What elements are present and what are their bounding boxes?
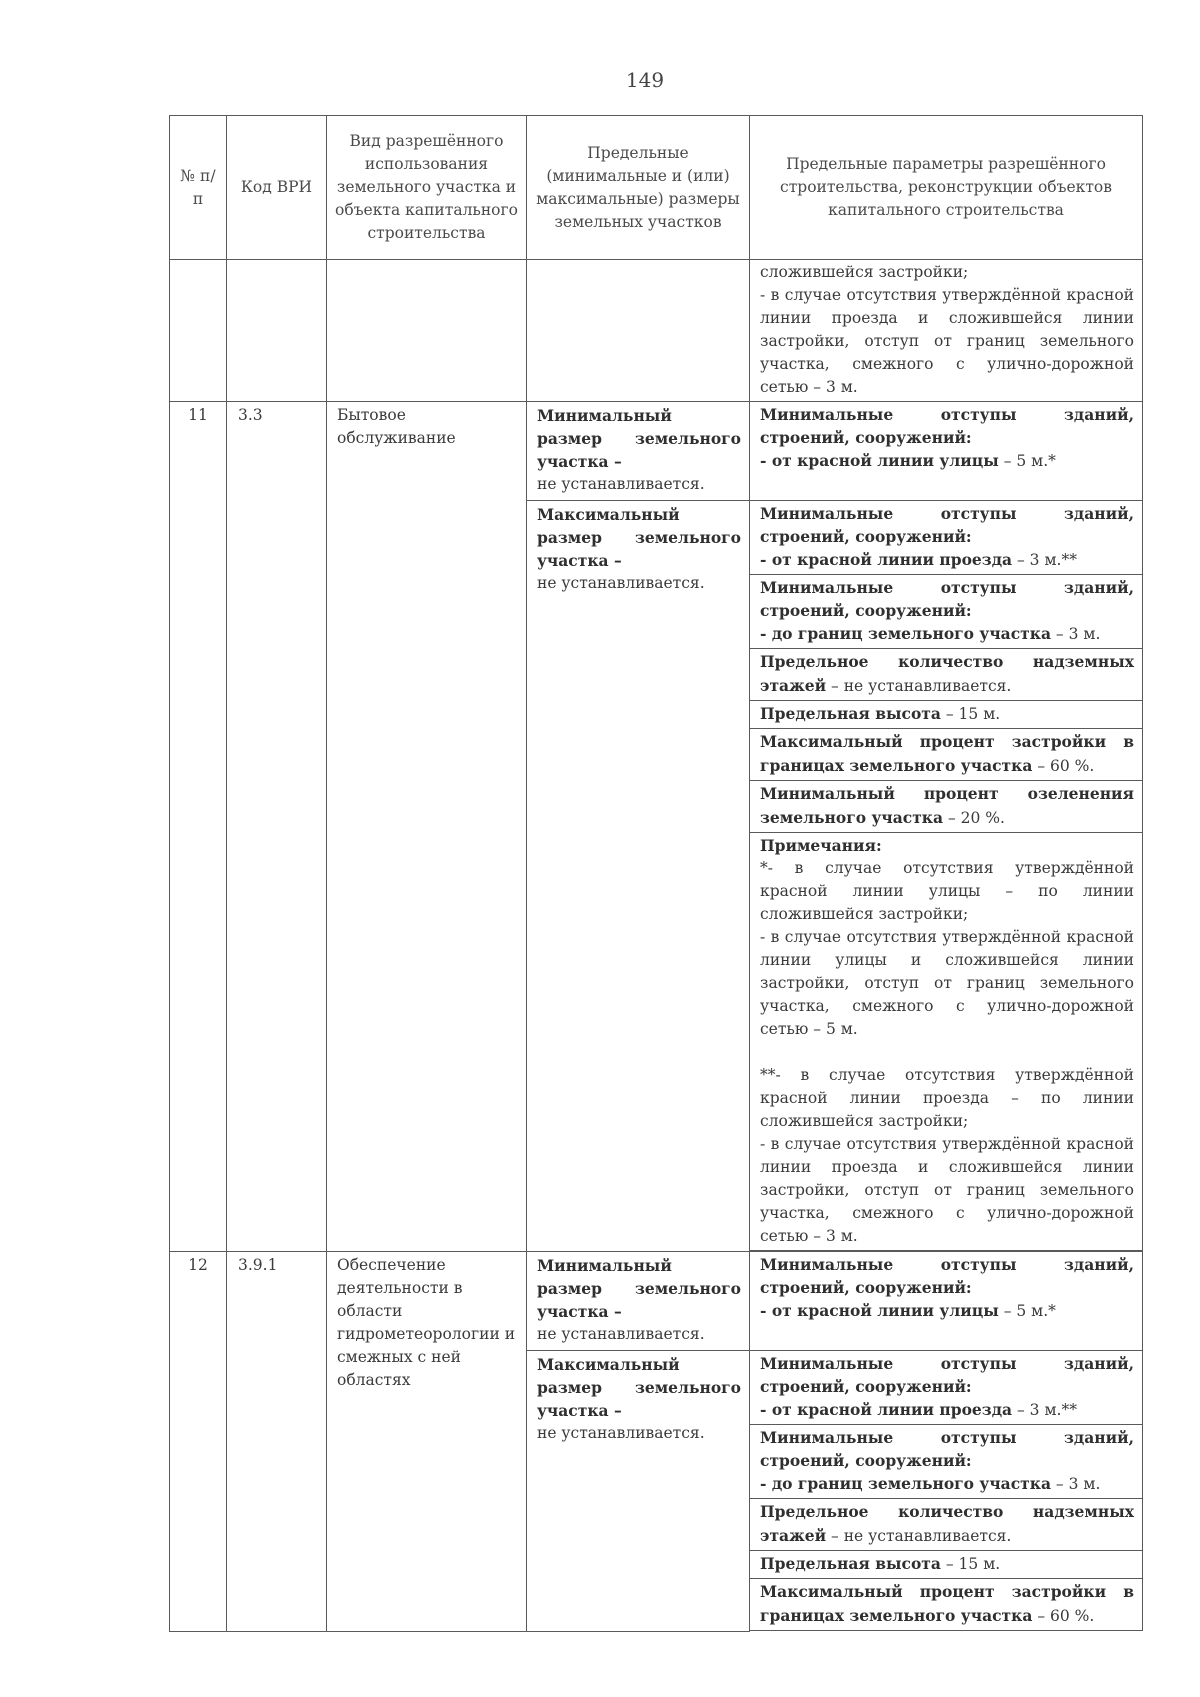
param-value: – 60 %. xyxy=(1032,757,1095,775)
param-cell xyxy=(750,781,1143,833)
table-row xyxy=(170,402,1143,501)
param-label-sub: - от красной линии улицы xyxy=(760,451,999,470)
note-text: **- в случае отсутствия утверждённой красной линии проезда – по линии сложившейся застройки; xyxy=(760,1066,1134,1130)
row-number: 12 xyxy=(170,1252,227,1632)
param-value: – 3 м.** xyxy=(1012,1401,1077,1419)
header-params: Предельные параметры разрешённого строительства, реконструкции объектов капитального строительства xyxy=(750,116,1143,260)
row-code: 3.3 xyxy=(227,402,327,1252)
param-value: – 15 м. xyxy=(940,1555,1001,1573)
note-text: - в случае отсутствия утверждённой красной линии улицы и сложившейся линии застройки, отступ от границ земельного участка, смежного с улично-дорожной сетью – 5 м. xyxy=(760,928,1134,1038)
param-label: Минимальные отступы зданий, строений, сооружений: xyxy=(760,504,1134,546)
param-label: Максимальный процент застройки в границах земельного участка xyxy=(760,732,1134,775)
param-cell xyxy=(750,575,1143,649)
param-label: Минимальные отступы зданий, строений, сооружений: xyxy=(760,405,1134,447)
header-size: Предельные (минимальные и (или) максимальные) размеры земельных участков xyxy=(527,116,750,260)
param-label-sub: - до границ земельного участка xyxy=(760,624,1051,643)
table-row xyxy=(170,1252,1143,1351)
param-cell xyxy=(750,729,1143,781)
param-label: Минимальные отступы зданий, строений, сооружений: xyxy=(760,1428,1134,1470)
min-size-label: Минимальный размер земельного участка – xyxy=(537,1256,741,1321)
note-text: - в случае отсутствия утверждённой красной линии проезда и сложившейся линии застройки, отступ от границ земельного участка, смежного с улично-дорожной сетью – 3 м. xyxy=(760,1135,1134,1245)
param-value: – 3 м. xyxy=(1051,625,1101,643)
param-value: – 20 %. xyxy=(943,809,1005,827)
param-value: – 5 м.* xyxy=(998,452,1056,470)
row-kind: Бытовое обслуживание xyxy=(327,402,527,1252)
param-label: Минимальные отступы зданий, строений, сооружений: xyxy=(760,578,1134,620)
param-cell xyxy=(750,501,1143,575)
note-text: *- в случае отсутствия утверждённой красной линии улицы – по линии сложившейся застройки; xyxy=(760,859,1134,923)
param-label: Минимальный процент озеленения земельного участка xyxy=(760,784,1134,827)
param-cell xyxy=(750,649,1143,701)
param-cell xyxy=(750,1499,1143,1551)
param-label-sub: - от красной линии проезда xyxy=(760,550,1013,569)
min-size-cell xyxy=(527,1252,750,1351)
param-value: – не устанавливается. xyxy=(826,1527,1012,1545)
param-label-sub: - до границ земельного участка xyxy=(760,1474,1051,1493)
param-label: Предельная высота xyxy=(760,704,941,723)
notes-cell xyxy=(750,833,1143,1251)
min-size-value: не устанавливается. xyxy=(537,475,705,493)
param-label-sub: - от красной линии улицы xyxy=(760,1301,999,1320)
param-value: – 60 %. xyxy=(1032,1607,1095,1625)
header-num: № п/п xyxy=(170,116,227,260)
table-header-row xyxy=(170,116,1143,260)
page-number: 149 xyxy=(625,68,665,92)
max-size-value: не устанавливается. xyxy=(537,574,705,592)
param-value: – 3 м. xyxy=(1051,1475,1101,1493)
param-cell xyxy=(750,1252,1143,1351)
param-value: – 5 м.* xyxy=(998,1302,1056,1320)
header-code: Код ВРИ xyxy=(227,116,327,260)
param-label: Минимальные отступы зданий, строений, сооружений: xyxy=(760,1354,1134,1396)
continuation-text xyxy=(750,260,1143,402)
param-label: Максимальный процент застройки в границах земельного участка xyxy=(760,1582,1134,1625)
param-value: – 15 м. xyxy=(940,705,1001,723)
row-code: 3.9.1 xyxy=(227,1252,327,1632)
param-label: Минимальные отступы зданий, строений, сооружений: xyxy=(760,1255,1134,1297)
notes-title: Примечания: xyxy=(760,836,882,855)
param-cell xyxy=(750,701,1143,729)
min-size-cell xyxy=(527,402,750,501)
param-value: – не устанавливается. xyxy=(826,677,1012,695)
max-size-label: Максимальный размер земельного участка – xyxy=(537,505,741,570)
regulations-table xyxy=(169,115,1143,1632)
param-cell xyxy=(750,402,1143,501)
param-cell xyxy=(750,1351,1143,1425)
param-cell xyxy=(750,1425,1143,1499)
param-label: Предельное количество надземных этажей xyxy=(760,1502,1134,1545)
param-label: Предельная высота xyxy=(760,1554,941,1573)
param-label-sub: - от красной линии проезда xyxy=(760,1400,1013,1419)
max-size-cell xyxy=(527,501,750,1252)
min-size-value: не устанавливается. xyxy=(537,1325,705,1343)
max-size-value: не устанавливается. xyxy=(537,1424,705,1442)
min-size-label: Минимальный размер земельного участка – xyxy=(537,406,741,471)
row-kind: Обеспечение деятельности в области гидрометеорологии и смежных с ней областях xyxy=(327,1252,527,1632)
param-cell xyxy=(750,1579,1143,1631)
max-size-cell xyxy=(527,1351,750,1632)
row-number: 11 xyxy=(170,402,227,1252)
param-value: – 3 м.** xyxy=(1012,551,1077,569)
param-cell xyxy=(750,1551,1143,1579)
max-size-label: Максимальный размер земельного участка – xyxy=(537,1355,741,1420)
param-label: Предельное количество надземных этажей xyxy=(760,652,1134,695)
continuation-text-body: сложившейся застройки; - в случае отсутствия утверждённой красной линии проезда и сложившейся линии застройки, отступ от границ земельного участка, смежного с улично-дорожной сетью – 3 м. xyxy=(760,263,1134,396)
table-row-continuation xyxy=(170,260,1143,402)
header-kind: Вид разрешённого использования земельного участка и объекта капитального строительства xyxy=(327,116,527,260)
